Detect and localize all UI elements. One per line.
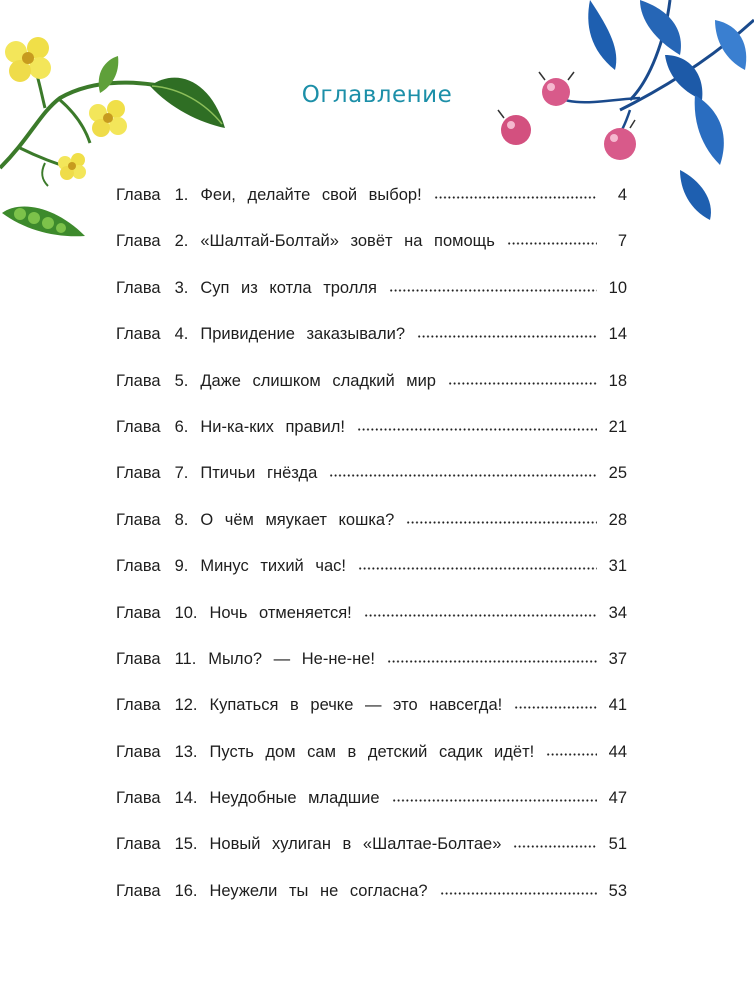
toc-chapter-word: Глава (116, 232, 161, 251)
toc-leader-dots (364, 614, 597, 617)
toc-entry (116, 789, 627, 835)
toc-page-number: 51 (608, 835, 627, 854)
toc-entry (116, 418, 627, 464)
toc-page-number: 44 (608, 742, 627, 761)
toc-leader-dots (434, 196, 597, 199)
toc-leader-dots (389, 289, 597, 292)
toc-chapter-title: Суп из котла тролля (200, 278, 377, 297)
toc-chapter-number: 11. (174, 649, 197, 668)
toc-chapter-title: Новый хулиган в «Шалтае-Болтае» (209, 835, 502, 854)
toc-chapter-title: Птичьи гнёзда (200, 464, 318, 483)
toc-page-number: 47 (608, 789, 627, 808)
toc-chapter-number: 2. (174, 232, 189, 251)
toc-chapter-word: Глава (116, 464, 161, 483)
toc-entry (116, 743, 627, 789)
toc-page-number: 41 (608, 696, 627, 715)
toc-chapter-word: Глава (116, 417, 161, 436)
toc-chapter-word: Глава (116, 371, 161, 390)
toc-chapter-number: 1. (174, 186, 189, 204)
toc-entry (116, 372, 627, 418)
toc-chapter-number: 3. (174, 278, 189, 297)
toc-chapter-word: Глава (116, 557, 161, 576)
toc-leader-dots (358, 567, 597, 570)
toc-chapter-number: 12. (174, 696, 198, 715)
toc-entry (116, 511, 627, 557)
toc-entry (116, 186, 627, 232)
toc-leader-dots (392, 799, 597, 802)
toc-chapter-word: Глава (116, 696, 161, 715)
toc-leader-dots (507, 242, 597, 245)
toc-entry (116, 835, 627, 881)
toc-chapter-number: 10. (174, 603, 198, 622)
toc-entry (116, 232, 627, 278)
toc-leader-dots (417, 335, 597, 338)
toc-page-number: 37 (608, 649, 627, 668)
toc-chapter-number: 7. (174, 464, 189, 483)
toc-page-number: 18 (608, 371, 627, 390)
toc-entry (116, 557, 627, 603)
toc-chapter-number: 13. (174, 742, 198, 761)
pea-pod (2, 207, 85, 237)
toc-chapter-number: 15. (174, 835, 198, 854)
toc-entry (116, 464, 627, 510)
toc-page-number: 7 (617, 232, 627, 251)
toc-chapter-title: Мыло? — Не-не-не! (208, 649, 375, 668)
toc-entry (116, 325, 627, 371)
toc-page-number: 4 (617, 186, 627, 204)
toc-page-number: 31 (608, 557, 627, 576)
page-title: Оглавление (301, 82, 453, 108)
toc-leader-dots (513, 845, 597, 848)
toc-chapter-word: Глава (116, 742, 161, 761)
toc-page-number: 28 (608, 510, 627, 529)
toc-leader-dots (387, 660, 597, 663)
toc-chapter-title: Неужели ты не согласна? (209, 881, 428, 900)
toc-chapter-word: Глава (116, 603, 161, 622)
toc-chapter-word: Глава (116, 510, 161, 529)
table-of-contents (116, 186, 627, 928)
toc-leader-dots (546, 753, 597, 756)
toc-page-number: 34 (608, 603, 627, 622)
toc-chapter-number: 8. (174, 510, 189, 529)
toc-entry (116, 696, 627, 742)
toc-chapter-title: Ни-ка-ких правил! (200, 417, 345, 436)
toc-chapter-number: 14. (174, 789, 198, 808)
toc-chapter-title: О чём мяукает кошка? (200, 510, 395, 529)
toc-chapter-title: Минус тихий час! (200, 557, 346, 576)
toc-chapter-title: Феи, делайте свой выбор! (200, 186, 422, 204)
toc-chapter-number: 6. (174, 417, 189, 436)
toc-leader-dots (406, 521, 597, 524)
toc-entry (116, 604, 627, 650)
toc-chapter-title: «Шалтай-Болтай» зовёт на помощь (200, 232, 495, 251)
toc-chapter-number: 4. (174, 325, 189, 344)
flower-3 (58, 153, 86, 180)
toc-leader-dots (329, 474, 597, 477)
toc-chapter-number: 16. (174, 881, 198, 900)
toc-chapter-word: Глава (116, 278, 161, 297)
toc-chapter-number: 5. (174, 371, 189, 390)
toc-page-number: 14 (608, 325, 627, 344)
toc-chapter-title: Пусть дом сам в детский садик идёт! (209, 742, 535, 761)
toc-leader-dots (357, 428, 597, 431)
berry-3 (604, 128, 636, 160)
toc-chapter-number: 9. (174, 557, 189, 576)
toc-chapter-title: Купаться в речке — это навсегда! (209, 696, 503, 715)
toc-chapter-word: Глава (116, 835, 161, 854)
toc-entry (116, 882, 627, 928)
flower-1 (5, 37, 51, 82)
toc-chapter-title: Неудобные младшие (209, 789, 380, 808)
toc-entry (116, 650, 627, 696)
toc-page-number: 25 (608, 464, 627, 483)
toc-chapter-word: Глава (116, 789, 161, 808)
toc-leader-dots (448, 382, 597, 385)
berry-2 (501, 115, 531, 145)
toc-chapter-word: Глава (116, 649, 161, 668)
toc-page-number: 21 (608, 417, 627, 436)
toc-entry (116, 279, 627, 325)
toc-chapter-title: Ночь отменяется! (209, 603, 352, 622)
toc-leader-dots (514, 706, 597, 709)
toc-chapter-word: Глава (116, 325, 161, 344)
toc-chapter-word: Глава (116, 186, 161, 204)
toc-chapter-title: Даже слишком сладкий мир (200, 371, 436, 390)
toc-chapter-word: Глава (116, 881, 161, 900)
toc-page-number: 10 (608, 278, 627, 297)
toc-chapter-title: Привидение заказывали? (200, 325, 405, 344)
toc-leader-dots (440, 892, 597, 895)
toc-page-number: 53 (608, 881, 627, 900)
